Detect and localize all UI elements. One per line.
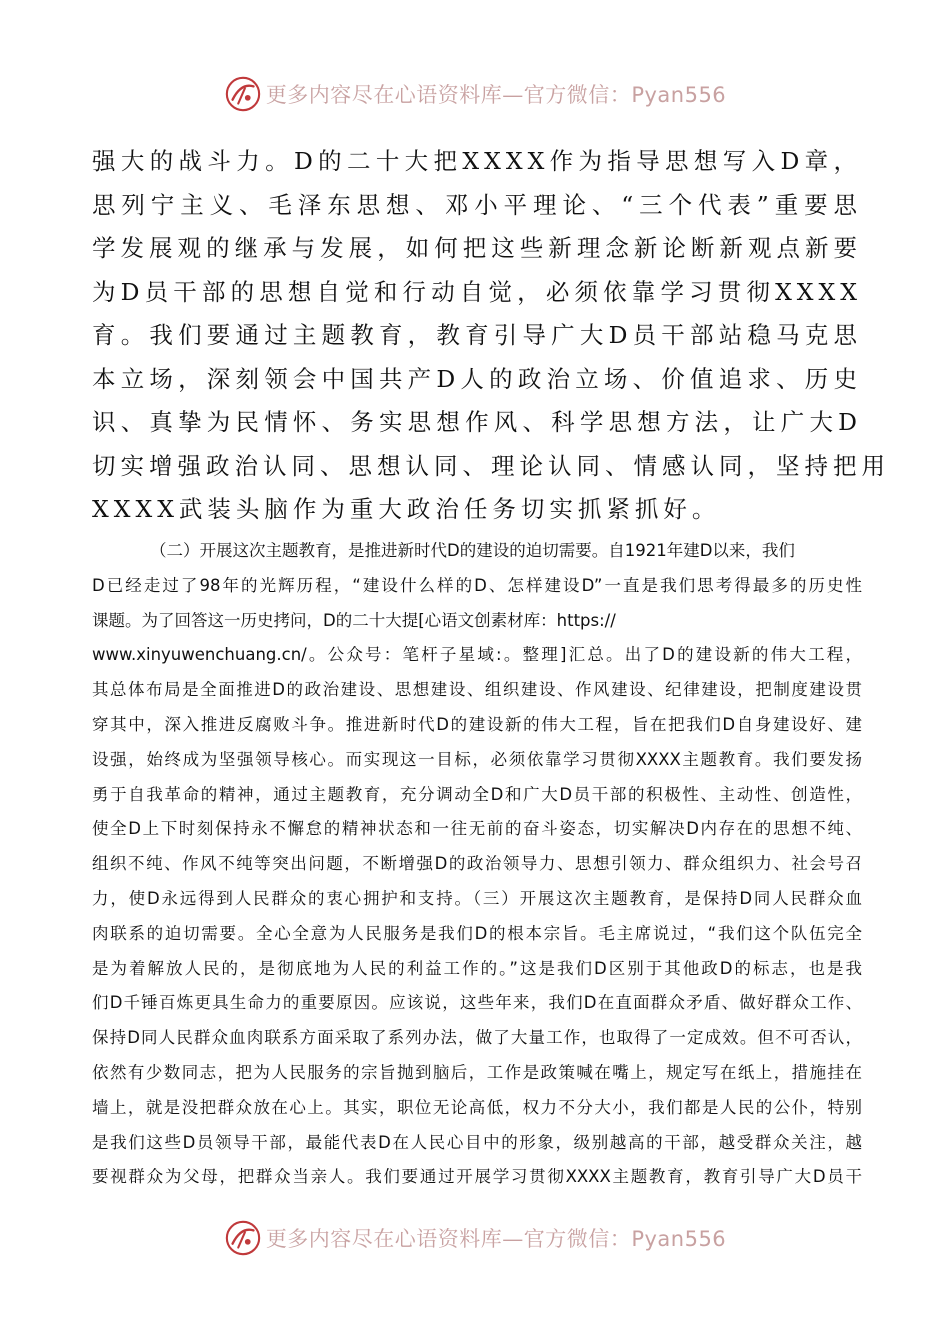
text-line: 育。我们要通过主题教育，教育引导广大D员干部站稳马克思 <box>92 321 862 349</box>
logo-icon <box>224 75 262 113</box>
logo-icon <box>224 1219 262 1257</box>
text-line: 其总体布局是全面推进D的政治建设、思想建设、组织建设、作风建设、纪律建设，把制度建设贯 <box>92 680 862 700</box>
header-banner-text <box>266 79 726 109</box>
text-line: 使全D上下时刻保持永不懈怠的精神状态和一往无前的奋斗姿态，切实解决D内存在的思想不纯、 <box>92 819 862 839</box>
footer-banner-label: 更多内容尽在心语资料库—官方微信： <box>265 1227 632 1251</box>
text-line: 穿其中，深入推进反腐败斗争。推进新时代D的建设新的伟大工程，旨在把我们D自身建设好、建 <box>92 714 862 734</box>
text-line: 切实增强政治认同、思想认同、理论认同、情感认同，坚持把用 <box>92 451 890 480</box>
header-banner <box>0 74 950 114</box>
text-line: （二）开展这次主题教育，是推进新时代D的建设的迫切需要。自1921年建D以来，我们 <box>150 541 795 560</box>
text-line: 设强，始终成为坚强领导核心。而实现这一目标，必须依靠学习贯彻XXXX主题教育。我们要发扬 <box>92 749 862 769</box>
text-line: 肉联系的迫切需要。全心全意为人民服务是我们D的根本宗旨。毛主席说过，“我们这个队伍完全 <box>92 923 862 943</box>
text-line: 强大的战斗力。D的二十大把XXXX作为指导思想写入D章， <box>92 147 862 175</box>
footer-banner-text <box>266 1223 726 1253</box>
text-line: 识、真挚为民情怀、务实思想作风、科学思想方法，让广大D <box>92 408 862 436</box>
header-banner-id: Pyan556 <box>631 83 727 107</box>
text-line: 思列宁主义、毛泽东思想、邓小平理论、“三个代表”重要思 <box>92 190 862 219</box>
text-line: 勇于自我革命的精神，通过主题教育，充分调动全D和广大D员干部的积极性、主动性、创造性， <box>92 784 862 804</box>
text-line: 墙上，就是没把群众放在心上。其实，职位无论高低，权力不分大小，我们都是人民的公仆，特别 <box>92 1097 862 1117</box>
text-line: 们D千锤百炼更具生命力的重要原因。应该说，这些年来，我们D在直面群众矛盾、做好群众工作、 <box>92 993 862 1013</box>
text-line: 保持D同人民群众血肉联系方面采取了系列办法，做了大量工作，也取得了一定成效。但不可否认， <box>92 1028 862 1048</box>
footer-banner <box>0 1218 950 1258</box>
text-line: 力，使D永远得到人民群众的衷心拥护和支持。（三）开展这次主题教育，是保持D同人民群众血 <box>92 888 862 908</box>
text-line: www.xinyuwenchuang.cn/。公众号：笔杆子星域:。整理]汇总。出了D的建设新的伟大工程， <box>92 645 862 665</box>
text-line: 是我们这些D员领导干部，最能代表D在人民心目中的形象，级别越高的干部，越受群众关注，越 <box>92 1132 862 1152</box>
footer-banner-id: Pyan556 <box>631 1227 727 1251</box>
serif-paragraph <box>92 140 890 532</box>
text-line: 组织不纯、作风不纯等突出问题，不断增强D的政治领导力、思想引领力、群众组织力、社会号召 <box>92 854 862 874</box>
text-line: 学发展观的继承与发展，如何把这些新理念新论断新观点新要 <box>92 234 862 262</box>
text-line: 要视群众为父母，把群众当亲人。我们要通过开展学习贯彻XXXX主题教育，教育引导广大D员干 <box>92 1167 862 1187</box>
text-line: 本立场，深刻领会中国共产D人的政治立场、价值追求、历史 <box>92 364 862 393</box>
sans-paragraph <box>92 534 862 1195</box>
text-line: XXXX武装头脑作为重大政治任务切实抓紧抓好。 <box>92 495 721 523</box>
text-line: 是为着解放人民的，是彻底地为人民的利益工作的。”这是我们D区别于其他政D的标志，也是我 <box>92 958 862 978</box>
text-line: 依然有少数同志，把为人民服务的宗旨抛到脑后，工作是政策喊在嘴上，规定写在纸上，措施挂在 <box>92 1062 862 1082</box>
text-line: D已经走过了98年的光辉历程，“建设什么样的D、怎样建设D”一直是我们思考得最多的历史性 <box>92 575 862 595</box>
text-line: 课题。为了回答这一历史拷问，D的二十大提[心语文创素材库：https:// <box>92 610 616 630</box>
text-line: 为D员干部的思想自觉和行动自觉，必须依靠学习贯彻XXXX <box>92 277 862 306</box>
header-banner-label: 更多内容尽在心语资料库—官方微信： <box>265 83 632 107</box>
